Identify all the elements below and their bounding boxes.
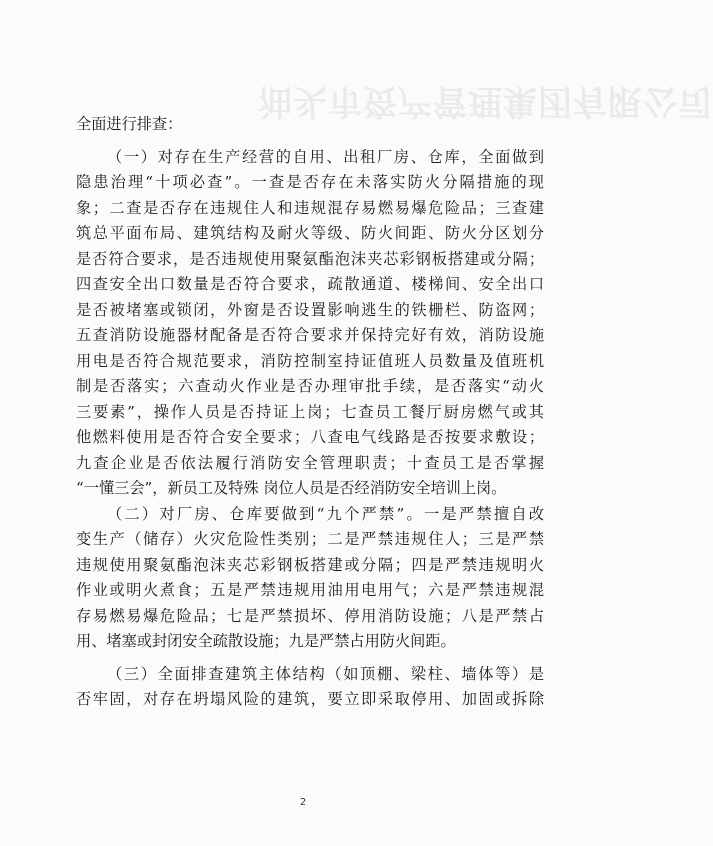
- text-line: 制是否落实；六查动火作业是否办理审批手续，是否落实“动火: [76, 377, 544, 395]
- text-line: 他燃料使用是否符合安全要求；八查电气线路是否按要求敷设；: [76, 428, 544, 446]
- text-line: 用电是否符合规范要求，消防控制室持证值班人员数量及值班机: [76, 352, 544, 370]
- text-line: 全面进行排查：: [76, 115, 183, 133]
- paragraph-2-start: （二）对厂房、仓库要做到“九个严禁”。一是严禁擅自改: [107, 505, 544, 523]
- text-line: 用、堵塞或封闭安全疏散设施；九是严禁占用防火间距。: [76, 632, 456, 650]
- text-line: 筑总平面布局、建筑结构及耐火等级、防火间距、防火分区划分: [76, 224, 544, 242]
- text-line: 作业或明火煮食；五是严禁违规用油用电用气；六是严禁违规混: [76, 581, 544, 599]
- paragraph-3-start: （三）全面排查建筑主体结构（如顶棚、梁柱、墙体等）是: [107, 665, 544, 683]
- text-line: 五查消防设施器材配备是否符合要求并保持完好有效，消防设施: [76, 326, 544, 344]
- text-line: 四查安全出口数量是否符合要求，疏散通道、楼梯间、安全出口: [76, 275, 544, 293]
- watermark-letterhead: 油头市资产管理集团有限公司: [258, 81, 713, 121]
- text-line: 是否被堵塞或锁闭，外窗是否设置影响逃生的铁栅栏、防盗网；: [76, 301, 544, 319]
- page-number: 2: [299, 797, 307, 808]
- text-line: 变生产（储存）火灾危险性类别；二是严禁违规住人；三是严禁: [76, 530, 544, 548]
- text-line: 九查企业是否依法履行消防安全管理职责；十查员工是否掌握: [76, 454, 544, 472]
- text-line: 三要素”，操作人员是否持证上岗；七查员工餐厅厨房燃气或其: [76, 403, 544, 421]
- text-line: 是否符合要求，是否违规使用聚氨酯泡沫夹芯彩钢板搭建或分隔；: [76, 250, 544, 268]
- text-line: 否牢固，对存在坍塌风险的建筑，要立即采取停用、加固或拆除: [76, 690, 544, 708]
- paragraph-1-start: （一）对存在生产经营的自用、出租厂房、仓库，全面做到: [107, 148, 544, 166]
- text-line: 违规使用聚氨酯泡沫夹芯彩钢板搭建或分隔；四是严禁违规明火: [76, 556, 544, 574]
- text-line: 象；二查是否存在违规住人和违规混存易燃易爆危险品；三查建: [76, 199, 544, 217]
- text-line: 隐患治理“十项必查”。一查是否存在未落实防火分隔措施的现: [76, 173, 544, 191]
- text-line: “一懂三会”，新员工及特殊 岗位人员是否经消防安全培训上岗。: [76, 479, 507, 497]
- text-line: 存易燃易爆危险品；七是严禁损坏、停用消防设施；八是严禁占: [76, 607, 544, 625]
